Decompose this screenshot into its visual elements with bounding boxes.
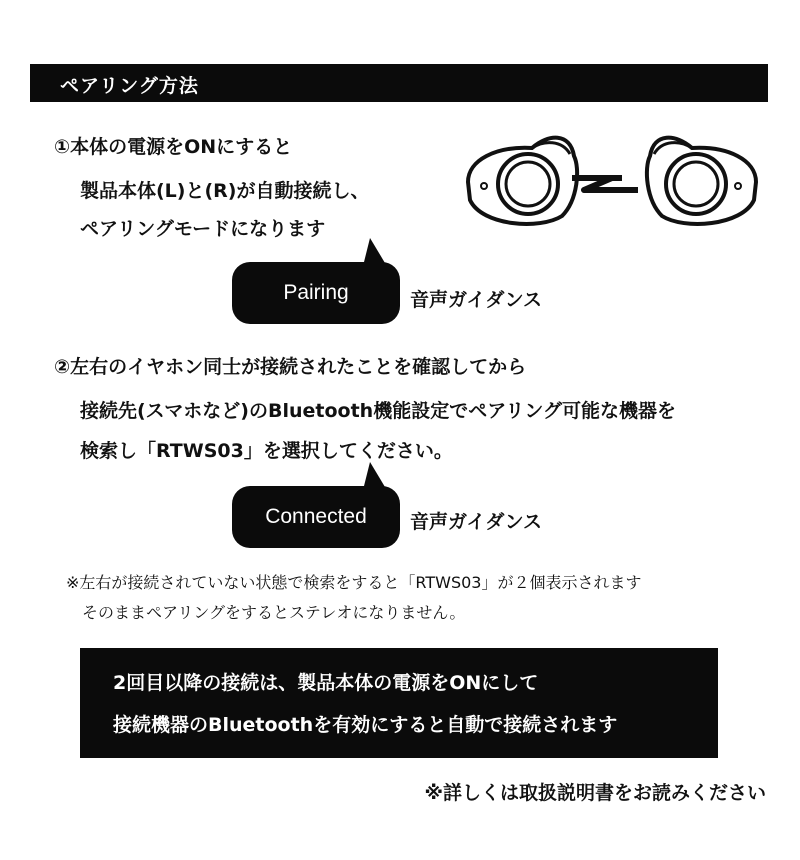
connected-voice-bubble	[232, 486, 400, 548]
reconnect-line-2: 接続機器のBluetoothを有効にすると自動で接続されます	[113, 714, 618, 736]
caution-line-1: ※左右が接続されていない状態で検索をすると「RTWS03」が２個表示されます	[66, 573, 642, 592]
step2-line-2: 接続先(スマホなど)のBluetooth機能設定でペアリング可能な機器を	[80, 400, 677, 422]
reconnect-line-1: 2回目以降の接続は、製品本体の電源をONにして	[113, 672, 539, 694]
step1-line-2: 製品本体(L)と(R)が自動接続し、	[80, 180, 370, 202]
connected-guidance-label: 音声ガイダンス	[410, 511, 543, 533]
pairing-voice-bubble	[232, 262, 400, 324]
pairing-bubble-text: Pairing	[283, 281, 349, 304]
pairing-guidance-label: 音声ガイダンス	[410, 289, 543, 311]
earbuds-illustration-icon	[462, 126, 762, 230]
step2-line-1: ②左右のイヤホン同士が接続されたことを確認してから	[54, 356, 527, 378]
reconnect-info-box	[80, 648, 718, 758]
step2-line-3: 検索し「RTWS03」を選択してください。	[80, 440, 453, 462]
step1-line-1: ①本体の電源をONにすると	[54, 136, 293, 158]
section-header	[30, 64, 768, 102]
caution-line-2: そのままペアリングをするとステレオになりません。	[82, 603, 466, 622]
step1-line-3: ペアリングモードになります	[80, 218, 326, 240]
connected-bubble-text: Connected	[265, 505, 367, 528]
manual-reference-note: ※詳しくは取扱説明書をお読みください	[424, 782, 766, 804]
section-title: ペアリング方法	[60, 75, 199, 97]
